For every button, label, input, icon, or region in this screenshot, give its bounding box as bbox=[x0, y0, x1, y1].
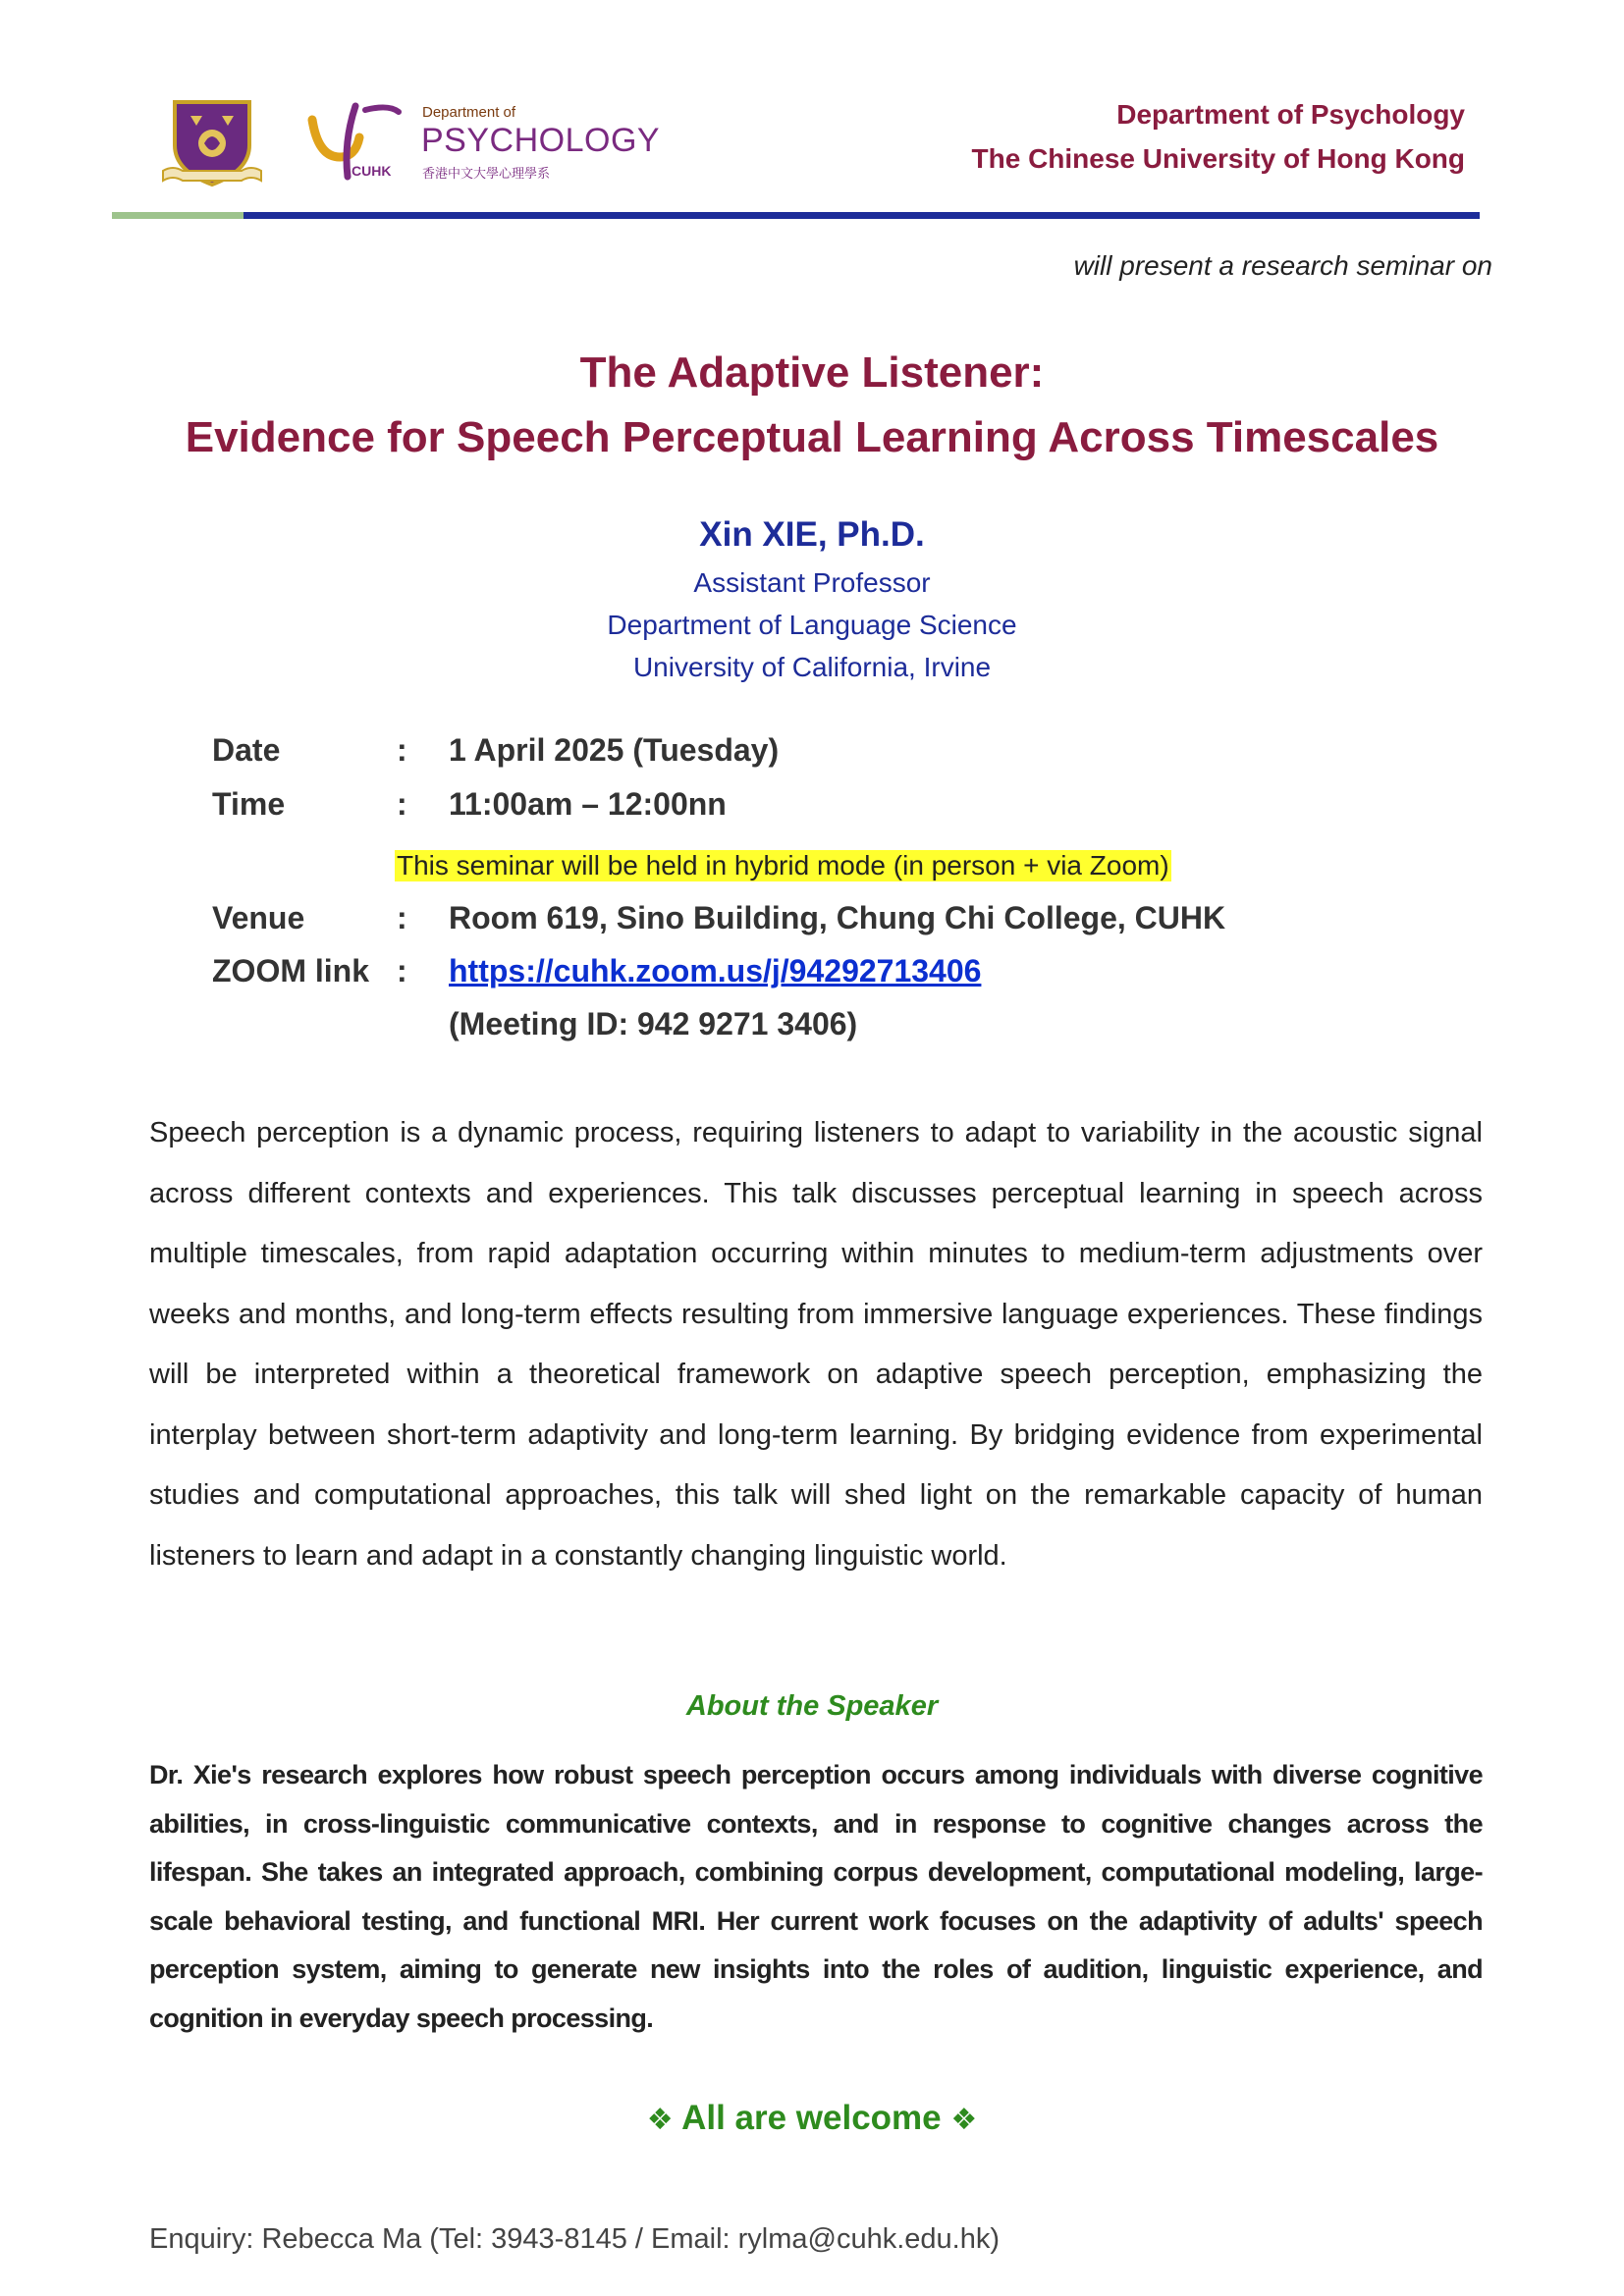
header-divider-blue bbox=[244, 212, 1480, 219]
venue-value: Room 619, Sino Building, Chung Chi College, CUHK bbox=[449, 900, 1226, 935]
psychology-dept-logo bbox=[304, 102, 661, 183]
enquiry-contact: Enquiry: Rebecca Ma (Tel: 3943-8145 / Email: rylma@cuhk.edu.hk) bbox=[149, 2223, 1000, 2255]
time-value: 11:00am – 12:00nn bbox=[449, 786, 727, 822]
logo-psychology-text: PSYCHOLOGY bbox=[421, 122, 661, 159]
venue-label: Venue bbox=[212, 900, 305, 935]
header-university: The Chinese University of Hong Kong bbox=[971, 143, 1465, 174]
date-value: 1 April 2025 (Tuesday) bbox=[449, 732, 780, 768]
all-welcome-banner bbox=[0, 2099, 1624, 2138]
speaker-position: Assistant Professor bbox=[693, 567, 931, 598]
seminar-title-line1: The Adaptive Listener: bbox=[579, 348, 1045, 397]
speaker-university: University of California, Irvine bbox=[632, 652, 992, 682]
date-colon: : bbox=[397, 732, 407, 768]
logo-chinese-text: 香港中文大學心理學系 bbox=[422, 166, 551, 181]
speaker-department: Department of Language Science bbox=[607, 610, 1017, 640]
hybrid-mode-notice: This seminar will be held in hybrid mode (in person + via Zoom) bbox=[397, 850, 1169, 881]
zoom-colon: : bbox=[397, 953, 407, 988]
intro-text: will present a research seminar on bbox=[1073, 250, 1492, 281]
abstract-paragraph: Speech perception is a dynamic process, requiring listeners to adapt to variability in the acoustic signal across different contexts and experiences. This talk discusses perceptual learning in speech across multiple timescales, from rapid adaptation occurring within minutes to medium-term adjustments over weeks and months, and long-term effects resulting from immersive language experiences. These findings will be interpreted within a theoretical framework on adaptive speech perception, emphasizing the interplay between short-term adaptivity and long-term learning. By bridging evidence from experimental studies and computational approaches, this talk will shed light on the remarkable capacity of human listeners to learn and adapt in a constantly changing linguistic world. bbox=[149, 1117, 1483, 1572]
logo-cuhk-text: CUHK bbox=[352, 163, 392, 179]
meeting-id: (Meeting ID: 942 9271 3406) bbox=[449, 1006, 858, 1041]
speaker-name: Xin XIE, Ph.D. bbox=[699, 515, 925, 554]
diamond-ornament-icon: ❖ bbox=[950, 2104, 978, 2136]
date-label: Date bbox=[212, 732, 281, 768]
zoom-label: ZOOM link bbox=[212, 953, 369, 988]
header-department: Department of Psychology bbox=[1116, 99, 1465, 130]
seminar-title-line2: Evidence for Speech Perceptual Learning Across Timescales bbox=[185, 413, 1439, 461]
header-divider-green bbox=[112, 212, 244, 219]
diamond-ornament-icon: ❖ bbox=[646, 2104, 674, 2136]
welcome-text: All are welcome bbox=[681, 2099, 942, 2137]
about-speaker-heading: About the Speaker bbox=[685, 1690, 939, 1722]
time-colon: : bbox=[397, 786, 407, 822]
about-speaker-paragraph: Dr. Xie's research explores how robust speech perception occurs among individuals with diverse cognitive abilities, in cross-linguistic communicative contexts, and in response to cognitive changes across the lifespan. She takes an integrated approach, combining corpus development, computational modeling, large-scale behavioral testing, and functional MRI. Her current work focuses on the adaptivity of adults' speech perception system, aiming to generate new insights into the roles of audition, linguistic experience, and cognition in everyday speech processing. bbox=[149, 1760, 1483, 2033]
cuhk-crest-logo bbox=[161, 94, 263, 192]
time-label: Time bbox=[212, 786, 286, 822]
venue-colon: : bbox=[397, 900, 407, 935]
zoom-link[interactable]: https://cuhk.zoom.us/j/94292713406 bbox=[449, 953, 982, 988]
logo-dept-text: Department of bbox=[422, 104, 516, 121]
